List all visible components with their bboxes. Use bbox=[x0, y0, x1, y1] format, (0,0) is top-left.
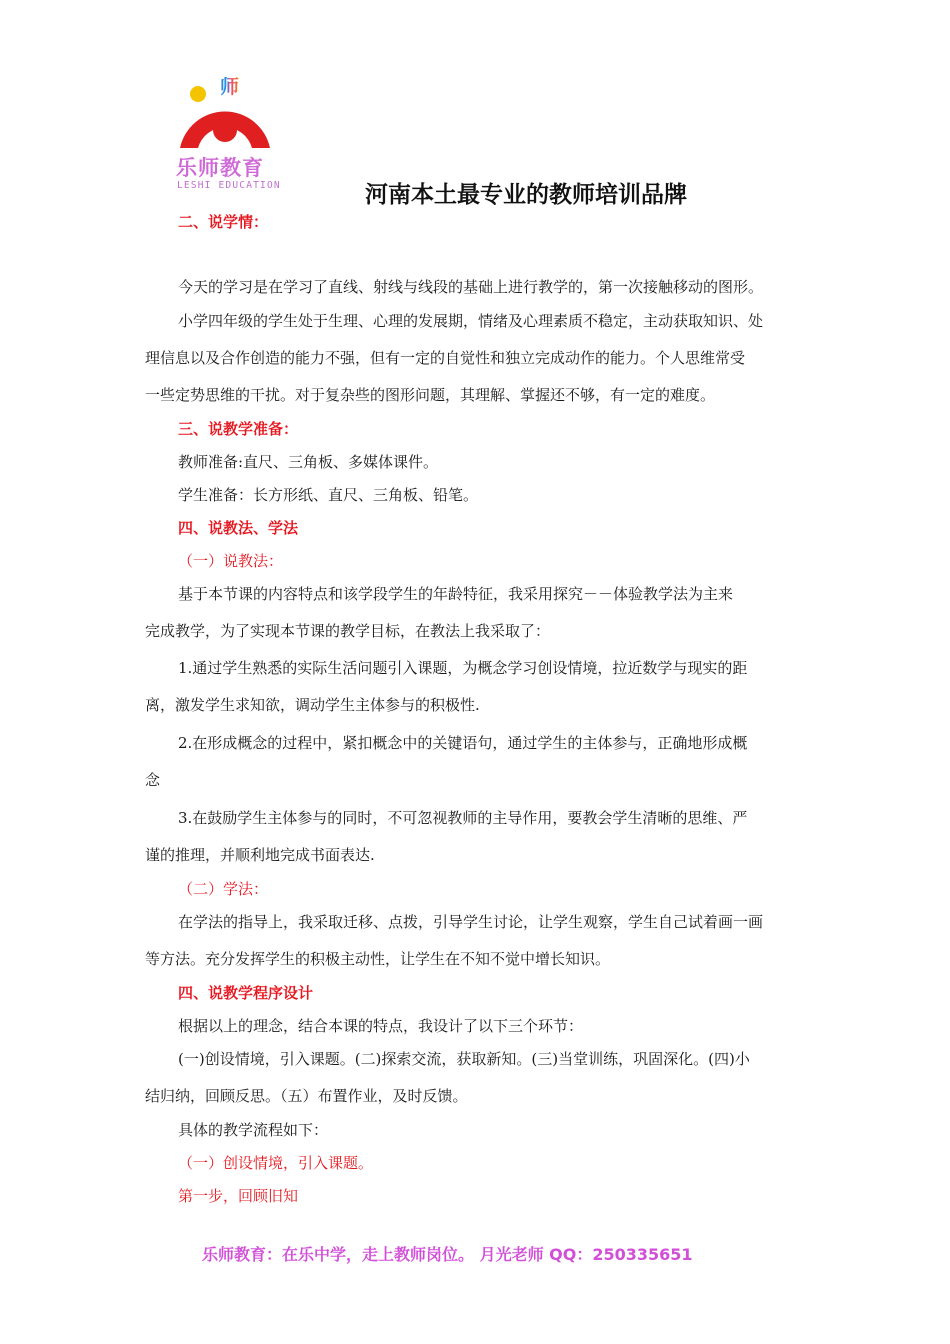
list-item: 1.通过学生熟悉的实际生活问题引入课题，为概念学习创设情境，拉近数学与现实的距 bbox=[178, 659, 748, 677]
paragraph-line: 具体的教学流程如下： bbox=[178, 1121, 329, 1139]
paragraph-line: 结归纳，回顾反思。（五）布置作业，及时反馈。 bbox=[145, 1087, 468, 1105]
list-item: 2.在形成概念的过程中，紧扣概念中的关键语句，通过学生的主体参与，正确地形成概 bbox=[178, 734, 748, 752]
paragraph-line: 完成教学，为了实现本节课的教学目标，在教法上我采取了： bbox=[145, 622, 551, 640]
subheading-step-section: （一）创设情境，引入课题。 bbox=[178, 1154, 374, 1172]
section-heading-2: 二、说学情： bbox=[178, 213, 269, 231]
subheading-step-1: 第一步，回顾旧知 bbox=[178, 1187, 299, 1205]
paragraph-line: 根据以上的理念，结合本课的特点，我设计了以下三个环节： bbox=[178, 1017, 584, 1035]
list-item: 谨的推理，并顺利地完成书面表达. bbox=[145, 846, 375, 864]
paragraph-line: 今天的学习是在学习了直线、射线与线段的基础上进行教学的，第一次接触移动的图形。 bbox=[178, 278, 764, 296]
logo-name-en: LESHI EDUCATION bbox=[177, 180, 281, 191]
subheading-learning-method: （二）学法： bbox=[178, 880, 269, 898]
brand-title: 河南本土最专业的教师培训品牌 bbox=[365, 181, 687, 208]
logo-top-char: 师 bbox=[220, 76, 240, 98]
paragraph-line: 基于本节课的内容特点和该学段学生的年龄特征，我采用探究－－体验教学法为主来 bbox=[178, 585, 734, 603]
paragraph-line: 理信息以及合作创造的能力不强，但有一定的自觉性和独立完成动作的能力。个人思维常受 bbox=[145, 349, 746, 367]
footer-slogan: 乐师教育：在乐中学，走上教师岗位。 月光老师 QQ：250335651 bbox=[202, 1245, 693, 1264]
section-heading-4: 四、说教法、学法 bbox=[178, 519, 299, 537]
paragraph-line: 一些定势思维的干扰。对于复杂些的图形问题，其理解、掌握还不够，有一定的难度。 bbox=[145, 386, 716, 404]
list-item: 离，激发学生求知欲，调动学生主体参与的积极性. bbox=[145, 696, 480, 714]
paragraph-line: (一)创设情境，引入课题。(二)探索交流，获取新知。(三)当堂训练，巩固深化。(四)小 bbox=[178, 1050, 750, 1068]
section-heading-5: 四、说教学程序设计 bbox=[178, 984, 314, 1002]
paragraph-line: 小学四年级的学生处于生理、心理的发展期，情绪及心理素质不稳定，主动获取知识、处 bbox=[178, 312, 764, 330]
section-heading-3: 三、说教学准备： bbox=[178, 420, 299, 438]
subheading-teaching-method: （一）说教法： bbox=[178, 552, 284, 570]
list-item: 3.在鼓励学生主体参与的同时，不可忽视教师的主导作用，要教会学生清晰的思维、严 bbox=[178, 809, 748, 827]
paragraph-line: 学生准备：长方形纸、直尺、三角板、铅笔。 bbox=[178, 486, 479, 504]
paragraph-line: 在学法的指导上，我采取迁移、点拨，引导学生讨论，让学生观察，学生自己试着画一画 bbox=[178, 913, 764, 931]
paragraph-line: 教师准备:直尺、三角板、多媒体课件。 bbox=[178, 453, 439, 471]
logo bbox=[172, 72, 282, 194]
list-item: 念 bbox=[145, 771, 161, 789]
logo-name-cn: 乐师教育 bbox=[176, 156, 264, 180]
paragraph-line: 等方法。充分发挥学生的积极主动性，让学生在不知不觉中增长知识。 bbox=[145, 950, 611, 968]
